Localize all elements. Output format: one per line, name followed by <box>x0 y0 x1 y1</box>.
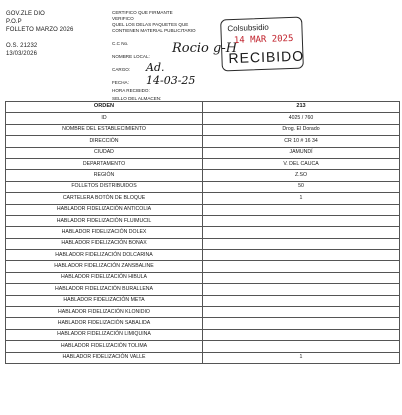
table-header-row <box>6 102 400 113</box>
table-row <box>6 181 400 192</box>
table-row <box>6 136 400 147</box>
row-label: CARTELERA BOTÓN DE BLOQUE <box>6 193 203 204</box>
row-value <box>203 238 400 249</box>
row-value: 1 <box>203 193 400 204</box>
cedula-field: C.C No. <box>112 40 129 46</box>
campaign-type: P.O.P <box>6 19 22 26</box>
stamp-status: RECIBIDO <box>228 47 305 67</box>
table-row <box>6 261 400 272</box>
table-row <box>6 238 400 249</box>
row-value <box>203 295 400 306</box>
row-value <box>203 341 400 352</box>
service-order-number: O.S. 21232 <box>6 43 38 50</box>
row-label: HABLADOR FIDELIZACIÓN HIBULA <box>6 272 203 283</box>
table-row <box>6 272 400 283</box>
row-value <box>203 329 400 340</box>
table-row <box>6 204 400 215</box>
row-label: HABLADOR FIDELIZACIÓN VALLE <box>6 352 203 363</box>
row-value: 50 <box>203 181 400 192</box>
date-field: FECHA: 14-03-25 <box>112 73 196 87</box>
row-label: FOLLETOS DISTRIBUIDOS <box>6 181 203 192</box>
row-value <box>203 250 400 261</box>
table-row <box>6 170 400 181</box>
date-value: 14-03-25 <box>146 73 196 87</box>
table-row <box>6 318 400 329</box>
row-value: CR 10 # 16 34 <box>203 136 400 147</box>
table-row <box>6 124 400 135</box>
row-label: HABLADOR FIDELIZACIÓN DOLCARINA <box>6 250 203 261</box>
row-value <box>203 272 400 283</box>
row-label: HABLADOR FIDELIZACIÓN META <box>6 295 203 306</box>
table-row <box>6 284 400 295</box>
row-value <box>203 284 400 295</box>
table-row <box>6 329 400 340</box>
row-label: HABLADOR FIDELIZACIÓN FLUIMUCIL <box>6 215 203 226</box>
received-stamp <box>220 17 304 72</box>
table-row <box>6 113 400 124</box>
row-label: REGIÓN <box>6 170 203 181</box>
campaign-name: FOLLETO MARZO 2026 <box>6 27 74 34</box>
handwritten-signature: Rocio g-H <box>172 41 238 56</box>
row-label: HABLADOR FIDELIZACIÓN TOLIMA <box>6 341 203 352</box>
table-row <box>6 250 400 261</box>
row-label: HABLADOR FIDELIZACIÓN BURALLENA <box>6 284 203 295</box>
row-label: NOMBRE DEL ESTABLECIMIENTO <box>6 124 203 135</box>
service-order-date: 13/03/2026 <box>6 51 38 58</box>
row-value <box>203 307 400 318</box>
table-row <box>6 227 400 238</box>
order-header <box>6 10 73 58</box>
row-label: HABLADOR FIDELIZACIÓN BONAX <box>6 238 203 249</box>
row-label: ID <box>6 113 203 124</box>
stamp-date: 14 MAR 2025 <box>233 33 294 46</box>
table-row <box>6 341 400 352</box>
table-row <box>6 352 400 363</box>
row-value: 4025 / 760 <box>203 113 400 124</box>
table-row <box>6 147 400 158</box>
received-time-field: HORA RECIBIDO: <box>112 87 150 93</box>
local-name-field: NOMBRE LOCAL: <box>112 53 150 59</box>
row-value <box>203 227 400 238</box>
table-header-value: 213 <box>203 102 400 113</box>
row-value <box>203 261 400 272</box>
distribution-table <box>5 101 400 364</box>
store-seal-field: SELLO DEL ALMACEN: <box>112 95 162 101</box>
row-label: HABLADOR FIDELIZACIÓN SABALIDA <box>6 318 203 329</box>
row-label: DEPARTAMENTO <box>6 158 203 169</box>
row-label: HABLADOR FIDELIZACIÓN ANTICOLIA <box>6 204 203 215</box>
stamp-company: Colsubsidio <box>227 22 269 34</box>
row-value: JAMUNDÍ <box>203 147 400 158</box>
row-label: DIRECCIÓN <box>6 136 203 147</box>
row-value <box>203 204 400 215</box>
table-row <box>6 295 400 306</box>
row-label: CIUDAD <box>6 147 203 158</box>
table-row <box>6 158 400 169</box>
row-value: Drog. El Dorado <box>203 124 400 135</box>
row-value: 1 <box>203 352 400 363</box>
row-label: HABLADOR FIDELIZACIÓN DOLEX <box>6 227 203 238</box>
row-value: V. DEL CAUCA <box>203 158 400 169</box>
row-value: Z.SO <box>203 170 400 181</box>
position-value: Ad. <box>146 60 165 74</box>
client-name: GOV.ZLE DIO <box>6 11 45 17</box>
row-value <box>203 215 400 226</box>
table-header-label: ORDEN <box>6 102 203 113</box>
row-label: HABLADOR FIDELIZACIÓN KLONIDIO <box>6 307 203 318</box>
table-row <box>6 193 400 204</box>
confirmation-text: CERTIFICO QUE FIRMANTE VERIFICO QUEL LOS DELAS PAQUETES QUE CONTIENEN MATERIAL PUBLICITARIO <box>112 10 196 33</box>
row-value <box>203 318 400 329</box>
row-label: HABLADOR FIDELIZACIÓN ZANSBALINE <box>6 261 203 272</box>
row-label: HABLADOR FIDELIZACIÓN LIMIQUINA <box>6 329 203 340</box>
table-row <box>6 307 400 318</box>
table-row <box>6 215 400 226</box>
position-field: CARGO: Ad. <box>112 60 165 74</box>
